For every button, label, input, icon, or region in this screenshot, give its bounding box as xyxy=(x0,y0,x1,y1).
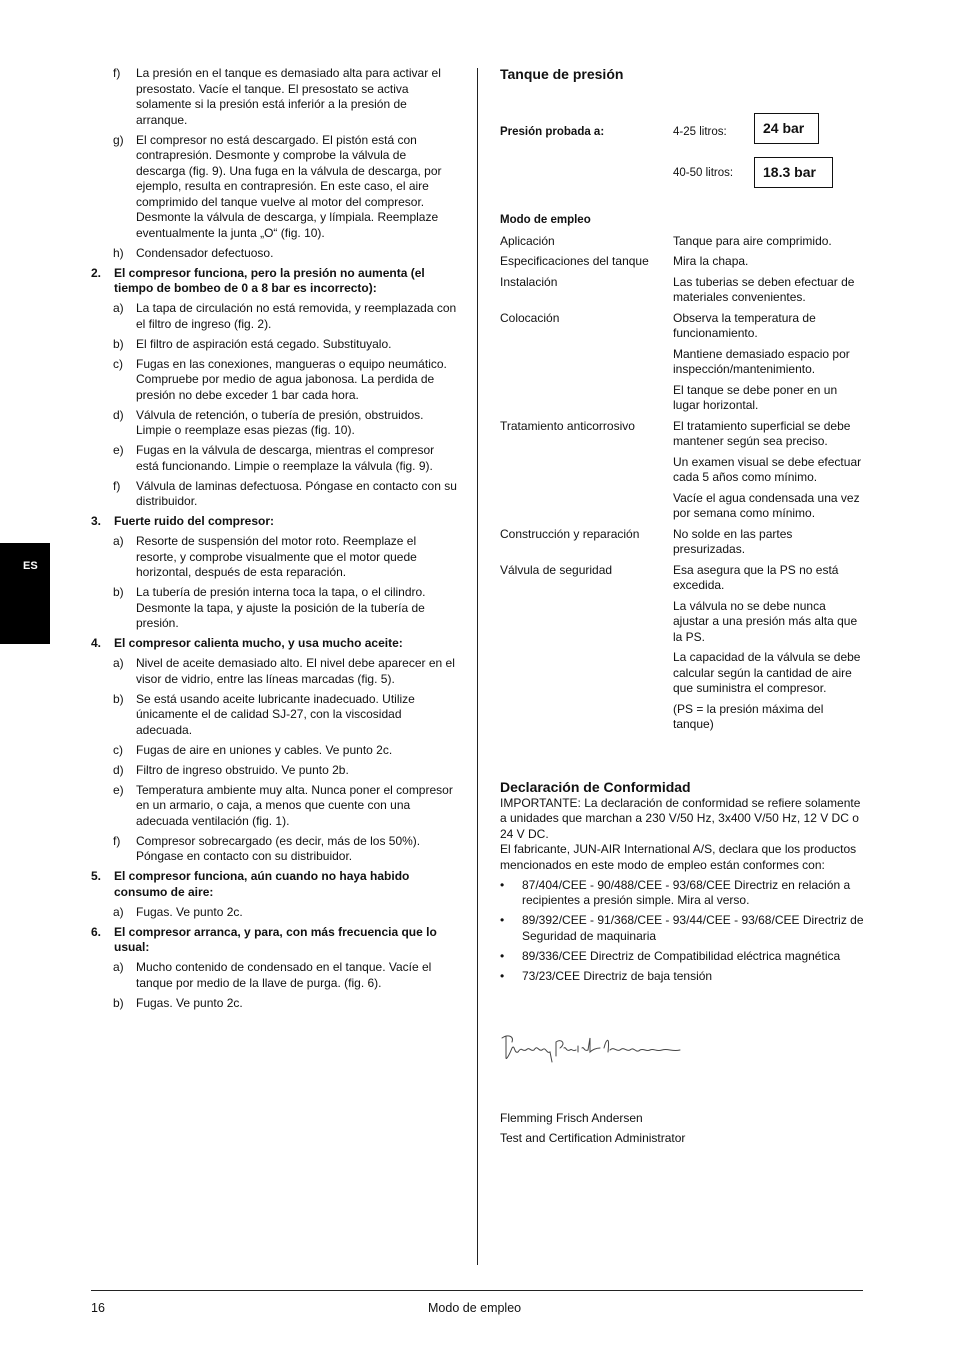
item-text: La tubería de presión interna toca la tapa, o el cilindro. Desmonte la tapa, y ajuste la posición de la tubería de presión. xyxy=(136,585,426,630)
list-item xyxy=(91,783,457,830)
list-item xyxy=(91,301,457,332)
item-marker: a) xyxy=(113,656,124,670)
row-values xyxy=(673,234,864,255)
item-text: Se está usando aceite lubricante inadecuado. Utilize únicamente el de calidad SJ-27, con la viscosidad adecuada. xyxy=(136,691,415,737)
list-item xyxy=(91,834,457,865)
section-number: 3. xyxy=(91,514,102,528)
directive-item xyxy=(500,913,864,944)
table-row xyxy=(500,254,864,275)
section-heading xyxy=(91,869,457,900)
list-item xyxy=(91,692,457,739)
row-label: Instalación xyxy=(500,274,558,289)
row-label: Válvula de seguridad xyxy=(500,562,613,577)
declaration-title: Declaración de Conformidad xyxy=(500,778,691,795)
list-item xyxy=(91,996,457,1012)
section-title: El compresor funciona, aún cuando no haya habido consumo de aire: xyxy=(114,869,410,899)
bullet-dot: • xyxy=(500,968,505,983)
directive-item xyxy=(500,949,864,965)
item-marker: f) xyxy=(113,66,121,80)
section-heading xyxy=(91,266,457,297)
list-item xyxy=(91,479,457,510)
list-item xyxy=(91,960,457,991)
row-value: Un examen visual se debe efectuar cada 5 años como mínimo. xyxy=(673,454,862,484)
table-row xyxy=(500,311,864,419)
signature-image xyxy=(500,1026,700,1066)
row-value: Observa la temperatura de funcionamiento. xyxy=(673,310,816,340)
row-value: Tanque para aire comprimido. xyxy=(673,233,832,248)
section-heading xyxy=(91,514,457,530)
directive-text: 89/392/CEE - 91/368/CEE - 93/44/CEE - 93/68/CEE Directriz de Seguridad de maquinaria xyxy=(522,913,864,943)
item-marker: h) xyxy=(113,245,124,260)
item-text: Filtro de ingreso obstruido. Ve punto 2b. xyxy=(136,762,349,777)
row-value: No solde en las partes presurizadas. xyxy=(673,526,793,556)
item-marker: b) xyxy=(113,585,124,599)
row-value: El tanque se debe poner en un lugar horizontal. xyxy=(673,382,838,412)
row-values xyxy=(673,311,864,419)
table-row xyxy=(500,419,864,527)
item-text: El filtro de aspiración está cegado. Substituyalo. xyxy=(136,336,392,351)
list-item xyxy=(91,66,457,128)
item-marker: e) xyxy=(113,782,124,797)
list-item xyxy=(91,337,457,353)
row-value: La capacidad de la válvula se debe calcular según la cantidad de aire que suministra el compresor. xyxy=(673,650,861,695)
directive-item xyxy=(500,878,864,909)
item-marker: f) xyxy=(113,833,121,848)
item-marker: a) xyxy=(113,960,124,974)
item-text: Mucho contenido de condensado en el tanque. Vacíe el tanque por medio de la llave de purga. (fig. 6). xyxy=(136,960,432,990)
item-text: Compresor sobrecargado (es decir, más de los 50%). Póngase en contacto con su distribuidor. xyxy=(136,833,421,863)
tested-pressure-block xyxy=(500,95,864,191)
item-text: El compresor no está descargado. El pistón está con contrapresión. Desmonte y comprobe la válvula de descarga (fig. 9). Una fuga en la válvula de descarga, por ejemplo, resulta en contrapresión. En este caso, el aire comprimido del tanque vuelve al motor del compresor. Desmonte la válvula de descarga, y límpiala. Reemplaze eventualmente la junta „O“ (fig. 10). xyxy=(136,132,442,240)
item-marker: c) xyxy=(113,742,123,757)
volume-range-small: 4-25 litros: xyxy=(673,126,727,138)
row-value: Esa asegura que la PS no está excedida. xyxy=(673,562,839,592)
list-item xyxy=(91,357,457,404)
list-item xyxy=(91,443,457,474)
tested-pressure-label: Presión probada a: xyxy=(500,126,605,138)
section-heading xyxy=(91,925,457,956)
item-marker: d) xyxy=(113,407,124,422)
item-text: Fugas. Ve punto 2c. xyxy=(136,995,243,1010)
row-value: El tratamiento superficial se debe mantener según sea preciso. xyxy=(673,418,851,448)
row-value: (PS = la presión máxima del tanque) xyxy=(673,701,824,731)
item-marker: d) xyxy=(113,762,124,777)
section-title: El compresor funciona, pero la presión no aumenta (el tiempo de bombeo de 0 a 8 bar es incorrecto): xyxy=(114,265,425,295)
item-text: Nivel de aceite demasiado alto. El nivel debe aparecer en el visor de vidrio, entre las líneas marcadas (fig. 5). xyxy=(136,656,455,686)
item-marker: g) xyxy=(113,132,124,147)
row-values xyxy=(673,527,864,563)
directive-text: 89/336/CEE Directriz de Compatibilidad eléctrica magnética xyxy=(522,948,841,963)
item-marker: a) xyxy=(113,301,124,315)
row-label: Tratamiento anticorrosivo xyxy=(500,418,635,433)
bullet-dot: • xyxy=(500,877,505,892)
row-value: Las tuberias se deben efectuar de materiales convenientes. xyxy=(673,274,855,304)
list-item xyxy=(91,534,457,581)
item-text: Válvula de retención, o tubería de presión, obstruidos. Limpie o reemplaze esas piezas (fig. 10). xyxy=(136,407,424,437)
list-item xyxy=(91,133,457,242)
language-tab-label: ES xyxy=(23,560,38,572)
troubleshooting-column xyxy=(91,66,457,1016)
section-number: 5. xyxy=(91,869,102,883)
section-number: 6. xyxy=(91,924,102,939)
row-values xyxy=(673,254,864,275)
item-marker: b) xyxy=(113,336,124,351)
table-row xyxy=(500,234,864,255)
directive-text: 87/404/CEE - 90/488/CEE - 93/68/CEE Directriz en relación a recipientes a presión simple. Mira al verso. xyxy=(522,877,851,907)
item-text: La presión en el tanque es demasiado alta para activar el presostato. Vacíe el tanque. El presostato se activa solamente si la presión está inferiór a la presión de arranque. xyxy=(136,66,441,127)
usage-heading: Modo de empleo xyxy=(500,214,591,226)
row-label: Aplicación xyxy=(500,233,555,248)
item-marker: a) xyxy=(113,904,124,919)
language-tab xyxy=(0,543,50,644)
section-number: 4. xyxy=(91,636,102,650)
volume-range-large: 40-50 litros: xyxy=(673,167,734,179)
item-text: Temperatura ambiente muy alta. Nunca poner el compresor en un armario, o caja, a menos que cuente con una adecuada ventilación (fig. 1). xyxy=(136,782,453,828)
section-title: El compresor arranca, y para, con más frecuencia que lo usual: xyxy=(114,924,437,954)
row-label: Especificaciones del tanque xyxy=(500,254,649,268)
item-marker: f) xyxy=(113,478,121,493)
item-text: Condensador defectuoso. xyxy=(136,245,274,260)
row-values xyxy=(673,563,864,738)
manufacturer-statement: El fabricante, JUN-AIR International A/S, declara que los productos mencionados en este modo de empleo están conformes con: xyxy=(500,842,857,872)
column-divider xyxy=(477,68,478,1265)
item-text: Resorte de suspensión del motor roto. Reemplaze el resorte, y comprobe visualmente que el motor quede horizontal, después de esta reparación. xyxy=(136,534,417,579)
row-value: Mantiene demasiado espacio por inspección/mantenimiento. xyxy=(673,346,850,376)
row-values xyxy=(673,419,864,527)
item-text: Fugas. Ve punto 2c. xyxy=(136,904,243,919)
footer-divider xyxy=(91,1290,863,1291)
row-label: Construcción y reparación xyxy=(500,526,640,541)
row-values xyxy=(673,275,864,311)
signer-block xyxy=(500,1111,864,1147)
list-item xyxy=(91,656,457,687)
item-marker: a) xyxy=(113,534,124,548)
row-value: Vacíe el agua condensada una vez por semana como mínimo. xyxy=(673,490,860,520)
section-title: Fuerte ruido del compresor: xyxy=(114,514,275,528)
table-row xyxy=(500,527,864,563)
section-number: 2. xyxy=(91,265,102,280)
bullet-dot: • xyxy=(500,913,505,927)
directive-item xyxy=(500,969,864,985)
row-value: La válvula no se debe nunca ajustar a una presión más alta que la PS. xyxy=(673,598,858,644)
pressure-value-small: 24 bar xyxy=(754,113,819,144)
tank-and-declaration-column xyxy=(500,66,864,1152)
item-text: La tapa de circulación no está removida, y reemplazada con el filtro de ingreso (fig. 2). xyxy=(136,301,457,331)
item-text: Fugas en la válvula de descarga, mientras el compresor está funcionando. Limpie o reemplaze la válvula (fig. 9). xyxy=(136,443,435,473)
pressure-value-large: 18.3 bar xyxy=(754,157,833,188)
list-item xyxy=(91,905,457,921)
table-row xyxy=(500,563,864,738)
item-marker: b) xyxy=(113,995,124,1010)
list-item xyxy=(91,246,457,262)
bullet-dot: • xyxy=(500,948,505,963)
list-item xyxy=(91,743,457,759)
list-item xyxy=(91,408,457,439)
list-item xyxy=(91,763,457,779)
item-text: Fugas de aire en uniones y cables. Ve punto 2c. xyxy=(136,742,393,757)
tank-title: Tanque de presión xyxy=(500,66,624,82)
list-item xyxy=(91,585,457,632)
signer-name: Flemming Frisch Andersen xyxy=(500,1110,643,1125)
table-row xyxy=(500,275,864,311)
usage-table xyxy=(500,234,864,738)
row-value: Mira la chapa. xyxy=(673,254,749,268)
item-text: Fugas en las conexiones, mangueras o equipo neumático. Compruebe por medio de agua jabonosa. La perdida de presión no debe exceder 1 bar cada hora. xyxy=(136,356,447,402)
item-marker: b) xyxy=(113,691,124,706)
item-text: Válvula de laminas defectuosa. Póngase en contacto con su distribuidor. xyxy=(136,478,457,508)
important-note: IMPORTANTE: La declaración de conformidad se refiere solamente a unidades que marchan a 230 V/50 Hz, 3x400 V/50 Hz, 12 V DC o 24 V DC. xyxy=(500,795,861,841)
page-number: 16 xyxy=(91,1301,105,1315)
item-marker: c) xyxy=(113,356,123,371)
section-title: El compresor calienta mucho, y usa mucho aceite: xyxy=(114,636,403,650)
section-heading xyxy=(91,636,457,652)
directive-text: 73/23/CEE Directriz de baja tensión xyxy=(522,968,713,983)
directive-list xyxy=(500,878,864,985)
declaration-section xyxy=(500,779,864,1147)
footer-title: Modo de empleo xyxy=(428,1301,522,1315)
row-label: Colocación xyxy=(500,310,560,325)
signer-title: Test and Certification Administrator xyxy=(500,1131,686,1145)
item-marker: e) xyxy=(113,443,124,457)
